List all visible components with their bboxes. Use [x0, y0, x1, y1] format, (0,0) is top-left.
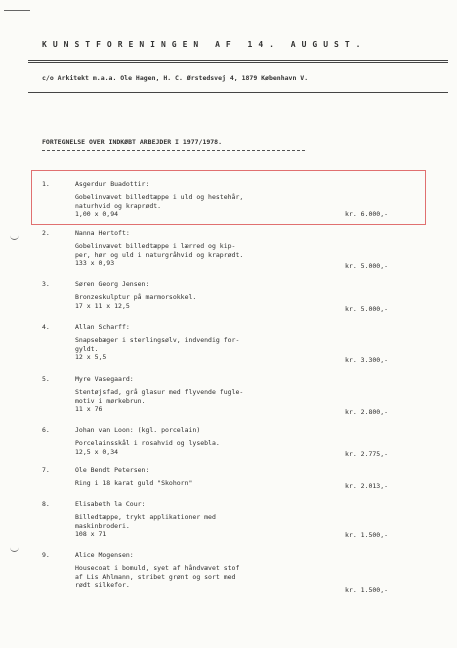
item-number: 1. [42, 180, 50, 188]
item-number: 7. [42, 466, 50, 474]
item-artist: Myre Vasegaard: [75, 375, 134, 383]
item-price: kr. 2.800,- [345, 408, 389, 416]
item-description: Bronzeskulptur på marmorsokkel. 17 x 11 x 12,5 [75, 293, 197, 310]
item-price: kr. 6.000,- [345, 210, 389, 218]
item-number: 9. [42, 551, 50, 559]
association-address: c/o Arkitekt m.a.a. Ole Hagen, H. C. Ørstedsvej 4, 1879 København V. [42, 74, 309, 82]
item-price: kr. 2.775,- [345, 450, 389, 458]
item-artist: Johan van Loon: (kgl. porcelain) [75, 426, 201, 434]
item-description: Housecoat i bomuld, syet af håndvævet stof af Lis Ahlmann, stribet grønt og sort med rødt silkefor. [75, 564, 240, 589]
item-artist: Søren Georg Jensen: [75, 280, 150, 288]
address-rule [28, 92, 448, 93]
item-description: Gobelinvævet billedtæppe i lærred og kip- per, hør og uld i naturgråhvid og kraprødt. 133 x 0,93 [75, 242, 244, 267]
item-description: Porcelainsskål i rosahvid og lysebla. 12,5 x 0,34 [75, 439, 220, 456]
item-number: 4. [42, 323, 50, 331]
association-header: KUNSTFORENINGEN AF 14. AUGUST. [42, 40, 367, 49]
item-number: 5. [42, 375, 50, 383]
item-artist: Asgerdur Buadottir: [75, 180, 150, 188]
item-price: kr. 2.013,- [345, 482, 389, 490]
item-price: kr. 1.500,- [345, 531, 389, 539]
item-artist: Alice Mogensen: [75, 551, 134, 559]
item-number: 6. [42, 426, 50, 434]
item-description: Ring i 18 karat guld "Skohorn" [75, 479, 193, 487]
list-title-underline [42, 150, 305, 151]
item-number: 3. [42, 280, 50, 288]
header-rule-double [28, 62, 448, 63]
item-artist: Allan Scharff: [75, 323, 130, 331]
item-price: kr. 3.300,- [345, 356, 389, 364]
item-artist: Nanna Hertoft: [75, 229, 130, 237]
item-price: kr. 5.000,- [345, 262, 389, 270]
item-price: kr. 1.500,- [345, 586, 389, 594]
item-description: Stentøjsfad, grå glasur med flyvende fugle- motiv i mørkebrun. 11 x 76 [75, 388, 244, 413]
item-price: kr. 5.000,- [345, 305, 389, 313]
item-artist: Ole Bendt Petersen: [75, 466, 150, 474]
punch-hole-mark [10, 545, 19, 552]
item-number: 8. [42, 500, 50, 508]
punch-hole-mark [10, 233, 19, 240]
item-number: 2. [42, 229, 50, 237]
header-rule-top [28, 60, 448, 61]
item-artist: Elisabeth la Cour: [75, 500, 146, 508]
item-description: Snapsebæger i sterlingsølv, indvendig for- gyldt. 12 x 5,5 [75, 336, 240, 361]
item-description: Gobelinvævet billedtæppe i uld og hestehår, naturhvid og kraprødt. 1,00 x 0,94 [75, 193, 244, 218]
corner-mark [4, 10, 30, 11]
list-title: FORTEGNELSE OVER INDKØBT ARBEJDER I 1977/1978. [42, 138, 223, 146]
item-description: Billedtæppe, trykt applikationer med maskinbroderi. 108 x 71 [75, 513, 216, 538]
